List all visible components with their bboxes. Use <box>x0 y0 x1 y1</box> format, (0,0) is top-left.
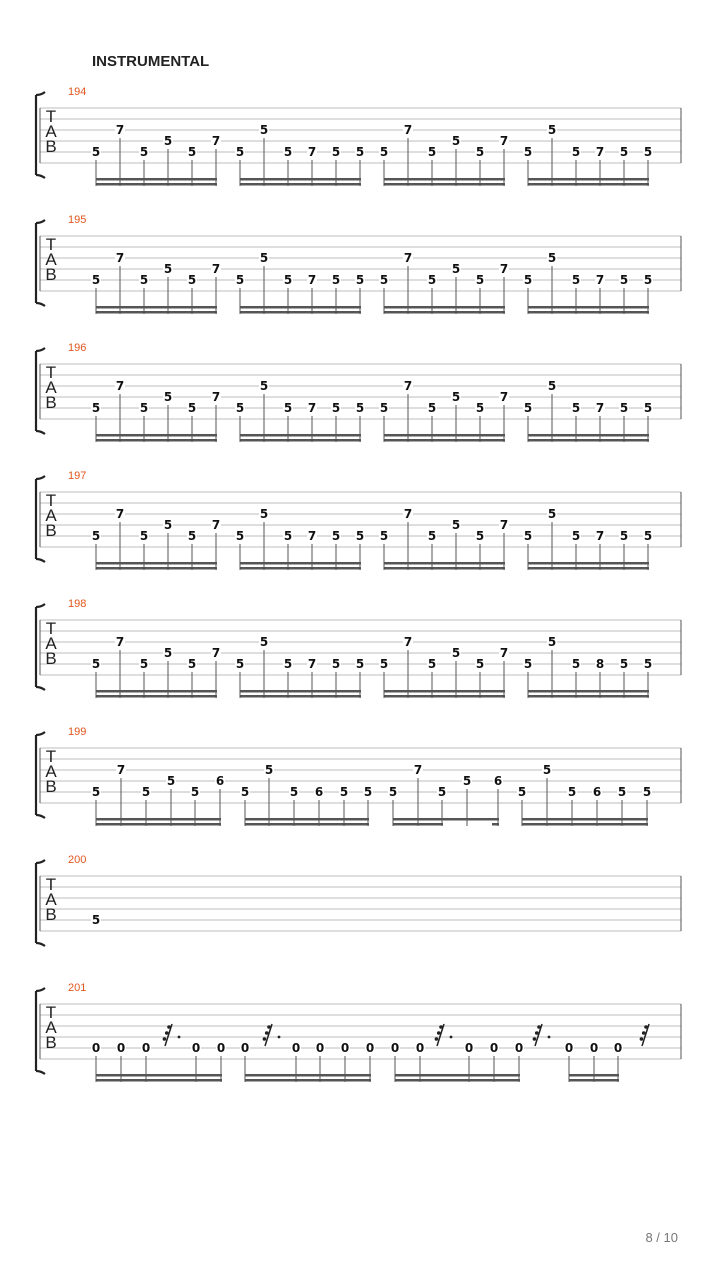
fret-number: 5 <box>259 507 269 521</box>
measure-number: 194 <box>68 86 87 98</box>
fret-number: 5 <box>451 134 461 148</box>
fret-number: 5 <box>139 401 149 415</box>
fret-number: 5 <box>523 401 533 415</box>
fret-number: 7 <box>115 251 125 265</box>
fret-number: 0 <box>191 1041 201 1055</box>
fret-number: 5 <box>462 774 472 788</box>
fret-number: 5 <box>617 785 627 799</box>
fret-number: 5 <box>619 401 629 415</box>
beam <box>384 439 505 442</box>
fret-number: 5 <box>91 401 101 415</box>
page-number: 8 / 10 <box>645 1230 678 1245</box>
beam <box>96 1079 222 1082</box>
fret-number: 7 <box>307 145 317 159</box>
fret-number: 5 <box>187 273 197 287</box>
beam <box>384 306 505 309</box>
fret-number: 5 <box>283 529 293 543</box>
fret-number: 5 <box>379 529 389 543</box>
fret-number: 5 <box>379 273 389 287</box>
fret-number: 5 <box>139 657 149 671</box>
beam <box>96 695 217 698</box>
tab-clef-letter: A <box>45 378 57 397</box>
tab-clef-letter: B <box>45 137 57 156</box>
beam <box>384 311 505 314</box>
fret-number: 5 <box>379 401 389 415</box>
fret-number: 5 <box>571 145 581 159</box>
fret-number: 5 <box>571 529 581 543</box>
fret-number: 5 <box>166 774 176 788</box>
fret-number: 5 <box>187 401 197 415</box>
beam <box>96 434 217 437</box>
fret-number: 8 <box>595 657 605 671</box>
measure-number: 196 <box>68 342 87 354</box>
fret-number: 5 <box>163 134 173 148</box>
fret-number: 7 <box>211 646 221 660</box>
fret-number: 7 <box>307 273 317 287</box>
fret-number: 7 <box>499 646 509 660</box>
fret-number: 5 <box>475 529 485 543</box>
fret-number: 0 <box>291 1041 301 1055</box>
beam <box>240 567 361 570</box>
beam <box>522 823 648 826</box>
beam <box>96 311 217 314</box>
fret-number: 0 <box>141 1041 151 1055</box>
fret-number: 5 <box>289 785 299 799</box>
tab-clef-letter: A <box>45 122 57 141</box>
beam <box>96 439 217 442</box>
fret-number: 5 <box>187 145 197 159</box>
fret-number: 5 <box>355 529 365 543</box>
fret-number: 5 <box>187 657 197 671</box>
fret-number: 7 <box>499 262 509 276</box>
fret-number: 0 <box>613 1041 623 1055</box>
fret-number: 5 <box>139 529 149 543</box>
beam <box>522 818 648 821</box>
tab-clef-letter: B <box>45 265 57 284</box>
beam <box>96 306 217 309</box>
measure-number: 197 <box>68 470 87 482</box>
rest-flag <box>535 1031 539 1035</box>
fret-number: 5 <box>91 657 101 671</box>
beam <box>384 567 505 570</box>
fret-number: 5 <box>523 657 533 671</box>
beam <box>528 306 649 309</box>
beam <box>96 562 217 565</box>
fret-number: 5 <box>517 785 527 799</box>
beam <box>96 818 221 821</box>
rest-dot <box>278 1036 281 1039</box>
fret-number: 5 <box>259 123 269 137</box>
measure-number: 200 <box>68 854 87 866</box>
fret-number: 5 <box>547 123 557 137</box>
beam <box>96 823 221 826</box>
beam <box>240 311 361 314</box>
rest-flag <box>537 1025 541 1029</box>
fret-number: 5 <box>523 145 533 159</box>
fret-number: 5 <box>163 262 173 276</box>
tab-clef-letter: A <box>45 250 57 269</box>
tab-clef-letter: B <box>45 905 57 924</box>
rest-flag <box>437 1031 441 1035</box>
beam <box>528 567 649 570</box>
fret-number: 5 <box>235 273 245 287</box>
fret-number: 7 <box>115 379 125 393</box>
fret-number: 7 <box>403 507 413 521</box>
tab-clef-letter: B <box>45 1033 57 1052</box>
fret-number: 7 <box>211 518 221 532</box>
fret-number: 7 <box>211 134 221 148</box>
beam <box>528 695 649 698</box>
beam <box>240 183 361 186</box>
fret-number: 5 <box>235 529 245 543</box>
fret-number: 5 <box>475 401 485 415</box>
tab-clef-letter: T <box>45 107 57 126</box>
rest-flag <box>439 1025 443 1029</box>
fret-number: 5 <box>331 401 341 415</box>
beam <box>240 434 361 437</box>
beam <box>569 1079 619 1082</box>
beam <box>384 695 505 698</box>
beam <box>393 823 443 826</box>
fret-number: 5 <box>547 251 557 265</box>
fret-number: 5 <box>259 251 269 265</box>
fret-number: 5 <box>451 262 461 276</box>
fret-number: 5 <box>427 145 437 159</box>
tab-clef-letter: T <box>45 747 57 766</box>
fret-number: 5 <box>619 145 629 159</box>
fret-number: 7 <box>499 390 509 404</box>
fret-number: 5 <box>547 507 557 521</box>
beam <box>528 434 649 437</box>
fret-number: 0 <box>390 1041 400 1055</box>
fret-number: 6 <box>215 774 225 788</box>
beam <box>569 1074 619 1077</box>
fret-number: 5 <box>91 273 101 287</box>
fret-number: 5 <box>91 785 101 799</box>
rest-flag <box>163 1037 167 1041</box>
fret-number: 5 <box>187 529 197 543</box>
fret-number: 5 <box>283 401 293 415</box>
fret-number: 0 <box>315 1041 325 1055</box>
tab-clef-letter: B <box>45 777 57 796</box>
fret-number: 5 <box>571 657 581 671</box>
fret-number: 7 <box>116 763 126 777</box>
fret-number: 5 <box>259 379 269 393</box>
rest-flag <box>640 1037 644 1041</box>
fret-number: 5 <box>567 785 577 799</box>
rest-dot <box>178 1036 181 1039</box>
fret-number: 7 <box>595 529 605 543</box>
beam <box>245 1074 371 1077</box>
beam <box>384 178 505 181</box>
fret-number: 5 <box>91 145 101 159</box>
fret-number: 7 <box>211 262 221 276</box>
fret-number: 7 <box>595 145 605 159</box>
fret-number: 5 <box>427 657 437 671</box>
fret-number: 5 <box>475 145 485 159</box>
fret-number: 5 <box>283 145 293 159</box>
fret-number: 5 <box>388 785 398 799</box>
fret-number: 7 <box>307 657 317 671</box>
fret-number: 5 <box>523 529 533 543</box>
rest-flag <box>167 1025 171 1029</box>
fret-number: 5 <box>379 145 389 159</box>
fret-number: 5 <box>643 401 653 415</box>
rest-flag <box>644 1025 648 1029</box>
rest-flag <box>263 1037 267 1041</box>
fret-number: 5 <box>91 529 101 543</box>
beam <box>528 562 649 565</box>
tab-clef-letter: T <box>45 875 57 894</box>
measure-number: 198 <box>68 598 87 610</box>
beam <box>240 306 361 309</box>
fret-number: 5 <box>547 379 557 393</box>
beam <box>96 183 217 186</box>
fret-number: 5 <box>643 145 653 159</box>
beam <box>245 1079 371 1082</box>
fret-number: 5 <box>283 657 293 671</box>
rest-flag <box>267 1025 271 1029</box>
fret-number: 5 <box>379 657 389 671</box>
fret-number: 7 <box>595 273 605 287</box>
fret-number: 7 <box>403 251 413 265</box>
fret-number: 5 <box>355 273 365 287</box>
beam <box>528 311 649 314</box>
beam <box>240 178 361 181</box>
fret-number: 0 <box>91 1041 101 1055</box>
beam <box>240 439 361 442</box>
fret-number: 5 <box>427 273 437 287</box>
beam <box>240 562 361 565</box>
fret-number: 0 <box>216 1041 226 1055</box>
rest-flag <box>533 1037 537 1041</box>
beam <box>240 695 361 698</box>
fret-number: 5 <box>139 145 149 159</box>
fret-number: 5 <box>571 401 581 415</box>
fret-number: 0 <box>464 1041 474 1055</box>
beam <box>395 1074 520 1077</box>
tab-clef-letter: T <box>45 235 57 254</box>
fret-number: 5 <box>427 401 437 415</box>
beam <box>96 1074 222 1077</box>
fret-number: 5 <box>619 657 629 671</box>
fret-number: 5 <box>427 529 437 543</box>
fret-number: 0 <box>340 1041 350 1055</box>
fret-number: 5 <box>259 635 269 649</box>
fret-number: 5 <box>547 635 557 649</box>
tab-clef-letter: A <box>45 890 57 909</box>
fret-number: 5 <box>235 401 245 415</box>
fret-number: 7 <box>307 529 317 543</box>
fret-number: 5 <box>163 646 173 660</box>
fret-number: 5 <box>264 763 274 777</box>
beam <box>245 823 369 826</box>
tab-clef-letter: B <box>45 393 57 412</box>
tab-clef-letter: A <box>45 506 57 525</box>
beam <box>528 183 649 186</box>
fret-number: 5 <box>451 518 461 532</box>
fret-number: 0 <box>514 1041 524 1055</box>
fret-number: 7 <box>403 635 413 649</box>
tab-clef-letter: B <box>45 649 57 668</box>
fret-number: 5 <box>523 273 533 287</box>
fret-number: 5 <box>355 657 365 671</box>
fret-number: 5 <box>643 273 653 287</box>
fret-number: 5 <box>339 785 349 799</box>
fret-number: 5 <box>619 529 629 543</box>
rest-dot <box>450 1036 453 1039</box>
fret-number: 5 <box>331 145 341 159</box>
fret-number: 7 <box>115 635 125 649</box>
tab-clef-letter: A <box>45 762 57 781</box>
tab-clef-letter: T <box>45 491 57 510</box>
fret-number: 0 <box>415 1041 425 1055</box>
rest-flag <box>165 1031 169 1035</box>
fret-number: 0 <box>116 1041 126 1055</box>
beam <box>395 1079 520 1082</box>
beam <box>96 567 217 570</box>
fret-number: 5 <box>141 785 151 799</box>
fret-number: 7 <box>307 401 317 415</box>
rest-flag <box>265 1031 269 1035</box>
beam <box>528 439 649 442</box>
fret-number: 5 <box>283 273 293 287</box>
fret-number: 0 <box>489 1041 499 1055</box>
fret-number: 5 <box>190 785 200 799</box>
fret-number: 0 <box>365 1041 375 1055</box>
beam <box>245 818 369 821</box>
fret-number: 7 <box>403 123 413 137</box>
beam <box>384 562 505 565</box>
fret-number: 5 <box>475 657 485 671</box>
fret-number: 7 <box>115 123 125 137</box>
measure-number: 201 <box>68 982 87 994</box>
fret-number: 5 <box>571 273 581 287</box>
fret-number: 6 <box>592 785 602 799</box>
beam <box>393 818 499 821</box>
fret-number: 5 <box>163 390 173 404</box>
beam <box>492 823 499 826</box>
fret-number: 7 <box>403 379 413 393</box>
tab-clef-letter: A <box>45 634 57 653</box>
fret-number: 6 <box>493 774 503 788</box>
rest-flag <box>435 1037 439 1041</box>
fret-number: 5 <box>355 401 365 415</box>
beam <box>96 178 217 181</box>
fret-number: 5 <box>642 785 652 799</box>
beam <box>528 690 649 693</box>
fret-number: 5 <box>643 657 653 671</box>
tab-clef-letter: T <box>45 1003 57 1022</box>
fret-number: 7 <box>413 763 423 777</box>
fret-number: 5 <box>139 273 149 287</box>
tab-clef-letter: B <box>45 521 57 540</box>
fret-number: 7 <box>115 507 125 521</box>
fret-number: 7 <box>211 390 221 404</box>
fret-number: 5 <box>235 657 245 671</box>
fret-number: 5 <box>240 785 250 799</box>
fret-number: 5 <box>331 529 341 543</box>
fret-number: 7 <box>499 518 509 532</box>
beam <box>384 434 505 437</box>
beam <box>384 183 505 186</box>
fret-number: 5 <box>91 913 101 927</box>
fret-number: 5 <box>451 390 461 404</box>
fret-number: 5 <box>363 785 373 799</box>
fret-number: 7 <box>499 134 509 148</box>
section-title: INSTRUMENTAL <box>92 53 210 70</box>
fret-number: 5 <box>542 763 552 777</box>
fret-number: 5 <box>235 145 245 159</box>
fret-number: 5 <box>331 657 341 671</box>
beam <box>528 178 649 181</box>
beam <box>384 690 505 693</box>
fret-number: 5 <box>475 273 485 287</box>
tab-clef-letter: T <box>45 619 57 638</box>
measure-number: 199 <box>68 726 87 738</box>
fret-number: 0 <box>589 1041 599 1055</box>
fret-number: 0 <box>564 1041 574 1055</box>
tab-clef-letter: T <box>45 363 57 382</box>
fret-number: 5 <box>437 785 447 799</box>
tab-clef-letter: A <box>45 1018 57 1037</box>
measure-number: 195 <box>68 214 87 226</box>
beam <box>240 690 361 693</box>
fret-number: 0 <box>240 1041 250 1055</box>
fret-number: 5 <box>619 273 629 287</box>
fret-number: 6 <box>314 785 324 799</box>
fret-number: 5 <box>451 646 461 660</box>
rest-flag <box>642 1031 646 1035</box>
fret-number: 5 <box>355 145 365 159</box>
beam <box>96 690 217 693</box>
fret-number: 5 <box>331 273 341 287</box>
fret-number: 5 <box>163 518 173 532</box>
fret-number: 5 <box>643 529 653 543</box>
rest-dot <box>548 1036 551 1039</box>
fret-number: 7 <box>595 401 605 415</box>
